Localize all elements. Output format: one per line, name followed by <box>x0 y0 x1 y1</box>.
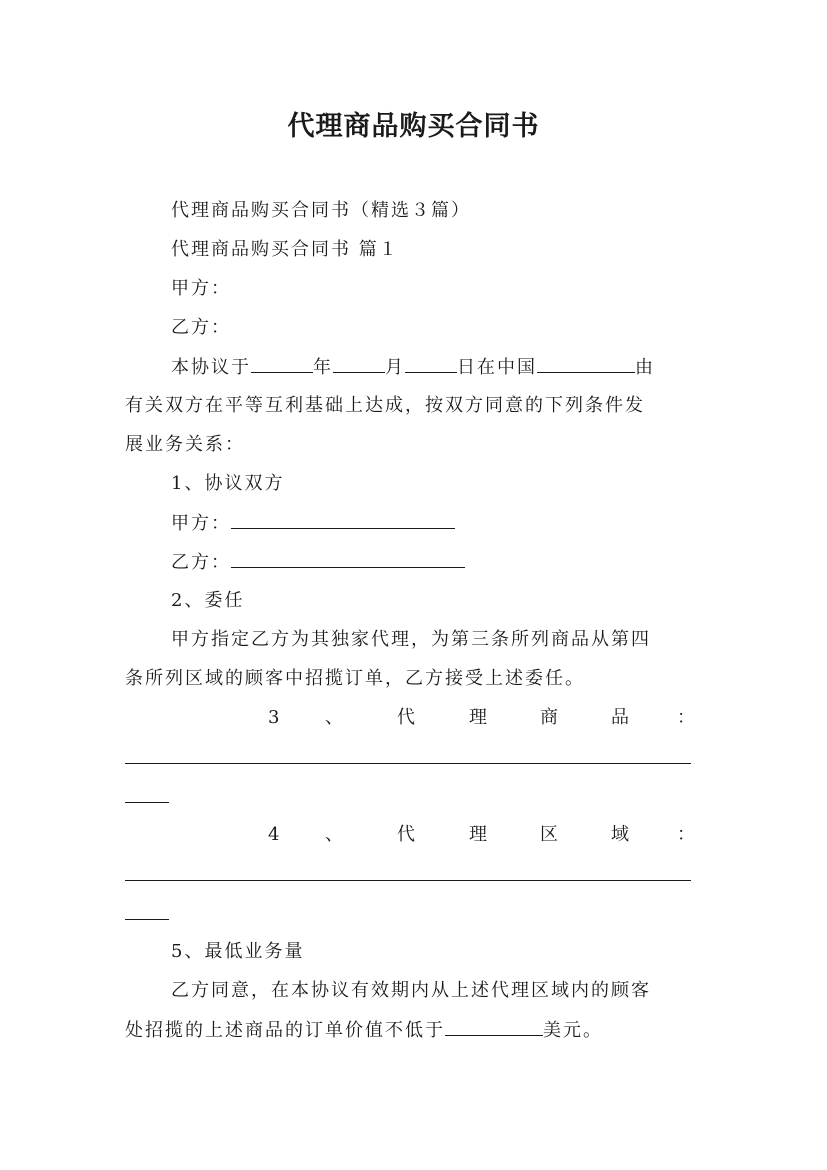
clause1-heading: 1、协议双方 <box>171 473 285 494</box>
section-heading: 代理商品购买合同书 篇１ <box>171 239 399 260</box>
clause3-char: 、 <box>325 707 343 728</box>
clause4-char: 理 <box>469 824 487 845</box>
clause2-line-1: 甲方指定乙方为其独家代理，为第三条所列商品从第四 <box>171 629 651 650</box>
clause2-heading: 2、委任 <box>171 590 245 611</box>
document-title: 代理商品购买合同书 <box>287 111 540 142</box>
clause5-heading: 5、最低业务量 <box>171 941 305 962</box>
document-subtitle: 代理商品购买合同书（精选３篇） <box>171 200 471 221</box>
amount-blank <box>445 1017 543 1036</box>
clause4-char: 代 <box>397 824 415 845</box>
clause3-char: 代 <box>397 707 415 728</box>
intro-line-1 <box>171 354 751 381</box>
clause3-blank-line-1 <box>125 763 691 764</box>
intro-month: 月 <box>385 357 405 378</box>
clause5-line-2-prefix: 处招揽的上述商品的订单价值不低于 <box>125 1020 445 1041</box>
party-b-blank <box>231 549 465 568</box>
intro-line-3: 展业务关系： <box>125 434 245 455</box>
clause3-char: 理 <box>469 707 487 728</box>
location-blank <box>537 354 635 373</box>
clause5-line-1: 乙方同意，在本协议有效期内从上述代理区域内的顾客 <box>171 980 651 1001</box>
day-blank <box>405 354 457 373</box>
clause5-line-2 <box>125 1017 705 1044</box>
party-b-label: 乙方： <box>171 317 231 338</box>
intro-suffix: 由 <box>635 357 655 378</box>
clause3-char: 品 <box>611 707 629 728</box>
clause2-line-2: 条所列区域的顾客中招揽订单，乙方接受上述委任。 <box>125 668 585 689</box>
party-a-blank <box>231 510 455 529</box>
clause3-char: 商 <box>540 707 558 728</box>
intro-day: 日在中国 <box>457 357 537 378</box>
clause1-party-b <box>171 549 751 576</box>
party-a-label: 甲方： <box>171 278 231 299</box>
clause3-char: 3 <box>268 707 280 728</box>
clause3-blank-line-2 <box>125 802 169 803</box>
intro-year: 年 <box>313 357 333 378</box>
month-blank <box>333 354 385 373</box>
year-blank <box>251 354 313 373</box>
clause1-party-a-label: 甲方： <box>171 513 231 534</box>
clause4-char: 域 <box>611 824 629 845</box>
clause4-char: 4 <box>268 824 280 845</box>
clause1-party-b-label: 乙方： <box>171 552 231 573</box>
clause4-char: ： <box>677 824 695 845</box>
clause3-char: ： <box>677 707 695 728</box>
clause4-blank-line-1 <box>125 880 691 881</box>
clause4-blank-line-2 <box>125 919 169 920</box>
clause4-char: 、 <box>325 824 343 845</box>
intro-prefix: 本协议于 <box>171 357 251 378</box>
intro-line-2: 有关双方在平等互利基础上达成，按双方同意的下列条件发 <box>125 395 645 416</box>
clause4-char: 区 <box>540 824 558 845</box>
clause1-party-a <box>171 510 751 537</box>
clause5-line-2-suffix: 美元。 <box>543 1020 603 1041</box>
